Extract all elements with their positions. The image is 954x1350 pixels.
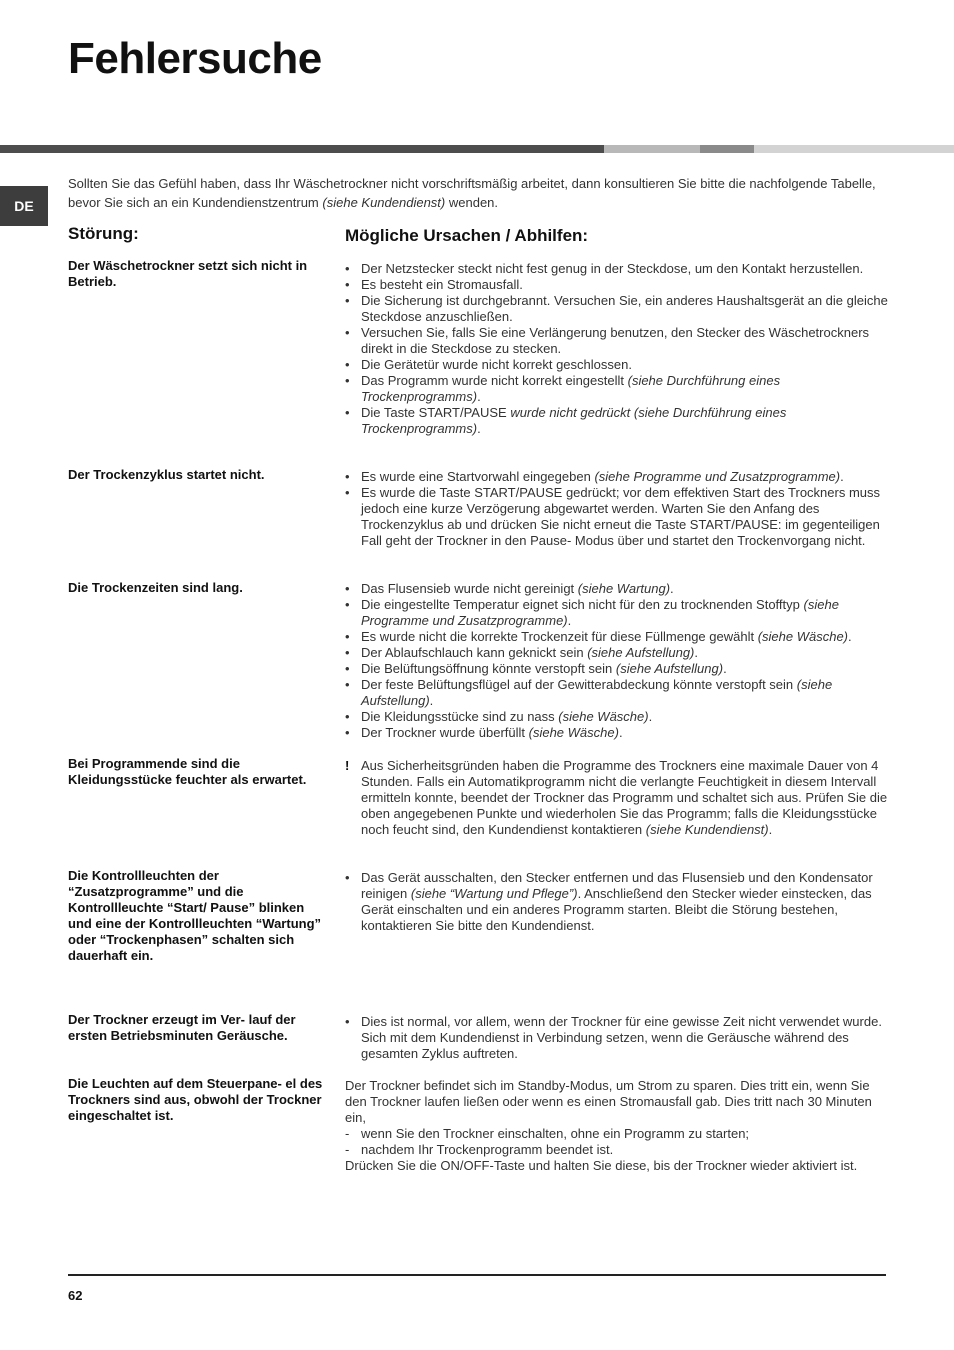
bullet: •	[345, 661, 350, 676]
remedy-text-end: .	[723, 661, 727, 676]
remedy-item	[345, 709, 890, 725]
remedy-item	[345, 725, 890, 741]
remedy-text: Versuchen Sie, falls Sie eine Verlängerung benutzen, den Stecker des Wäschetrockners direkt in die Steckdose zu stecken.	[361, 325, 870, 356]
problem-text: Der Wäschetrockner setzt sich nicht in Betrieb.	[68, 258, 308, 289]
remedy-text-end: .	[694, 645, 698, 660]
bullet: •	[345, 597, 350, 612]
standby-instruction: Drücken Sie die ON/OFF-Taste und halten Sie diese, bis der Trockner wieder aktiviert ist.	[345, 1158, 858, 1173]
remedy-list	[345, 581, 890, 741]
remedy-list	[345, 1014, 890, 1062]
intro-text	[68, 174, 898, 212]
remedy-text: Es wurde die Taste START/PAUSE gedrückt; vor dem effektiven Start des Trockners muss jedoch eine kurze Verzögerung abgewartet werden. Warten Sie den Anfang des Trockenzyklus ab und drücken Sie nicht erneut die Taste START/PAUSE: im gegenteiligen Fall geht der Trockner in den Pause- Modus über und startet den Trockenvorgang nicht.	[361, 485, 881, 548]
remedy-text-end: .	[567, 613, 572, 628]
remedy-reference: (siehe Wäsche)	[528, 725, 619, 740]
remedy-reference: (siehe “Wartung und Pflege”)	[410, 886, 578, 901]
remedy-text-end: .	[477, 389, 481, 404]
remedy-item	[345, 277, 890, 293]
standby-explanation	[345, 1078, 890, 1174]
remedy-text: Es wurde nicht die korrekte Trockenzeit für diese Füllmenge gewählt	[361, 629, 758, 644]
bullet: •	[345, 405, 350, 420]
remedy-text-end: .	[429, 693, 434, 708]
remedy-text-end: .	[648, 709, 653, 724]
bullet: •	[345, 629, 350, 644]
problem-column-header: Störung:	[68, 224, 139, 243]
header-rule-pale	[754, 145, 954, 153]
problem-text: Die Leuchten auf dem Steuerpane- el des Trockners sind aus, obwohl der Trockner eingeschaltet ist.	[68, 1076, 323, 1123]
intro-main: Sollten Sie das Gefühl haben, dass Ihr Wäschetrockner nicht vorschriftsmäßig arbeitet, dann konsultieren Sie bitte die nachfolgende Tabelle, bevor Sie sich an ein Kundendienstzentrum	[68, 176, 876, 210]
remedy-item	[345, 261, 890, 277]
header-rule-light	[604, 145, 700, 153]
remedy-reference: (siehe Wäsche)	[757, 629, 849, 644]
standby-condition	[345, 1126, 890, 1142]
remedy-item	[345, 758, 890, 838]
remedy-reference: (siehe Durchführung eines Trockenprogramms)	[361, 373, 781, 404]
remedy-text: Es besteht ein Stromausfall.	[361, 277, 523, 292]
bullet: •	[345, 325, 350, 340]
remedy-text-end: .	[618, 725, 623, 740]
remedy-text-end: .	[670, 581, 674, 596]
bullet: •	[345, 677, 350, 692]
remedy-item	[345, 485, 890, 549]
warning-mark: !	[345, 758, 350, 773]
remedy-item	[345, 1014, 890, 1062]
remedy-item	[345, 645, 890, 661]
remedy-reference: (siehe Wartung)	[577, 581, 671, 596]
problem-text: Die Kontrollleuchten der “Zusatzprogramme” und die Kontrollleuchte “Start/ Pause” blinken und eine der Kontrollleuchten “Wartung” oder “Trockenphasen” schalten sich dauerhaft ein.	[68, 868, 322, 963]
problem-text: Der Trockenzyklus startet nicht.	[68, 467, 265, 482]
remedy-reference: (siehe Aufstellung)	[361, 677, 833, 708]
standby-condition	[345, 1142, 890, 1158]
remedy-text: Aus Sicherheitsgründen haben die Programme des Trockners eine maximale Dauer von 4 Stunden. Falls ein Automatikprogramm nicht die verlangte Feuchtigkeit in diesem Intervall ermitteln konnte, beendet der Trockner das Programm und schaltet sich aus. Prüfen Sie die oben angegebenen Punkte und wiederholen Sie das Programm; falls die Kleidungsstücke noch feucht sind, den Kundendienst kontaktieren	[361, 758, 888, 837]
remedy-list	[345, 758, 890, 838]
remedy-item	[345, 469, 890, 485]
problem-text: Der Trockner erzeugt im Ver- lauf der ersten Betriebsminuten Geräusche.	[68, 1012, 296, 1043]
remedy-reference: (siehe Programme und Zusatzprogramme)	[361, 597, 839, 628]
remedy-text: Die Gerätetür wurde nicht korrekt geschlossen.	[361, 357, 632, 372]
remedy-item	[345, 677, 890, 709]
remedy-text: Das Gerät ausschalten, den Stecker entfernen und das Flusensieb und den Kondensator reinigen	[361, 870, 873, 901]
header-rule-mid	[700, 145, 754, 153]
bullet: •	[345, 261, 350, 276]
page-number: 62	[68, 1288, 83, 1303]
remedy-list	[345, 870, 890, 934]
bullet: •	[345, 277, 350, 292]
remedy-text: Es wurde eine Startvorwahl eingegeben	[361, 469, 595, 484]
remedy-text: Der Netzstecker steckt nicht fest genug in der Steckdose, um den Kontakt herzustellen.	[361, 261, 864, 276]
remedy-reference: (siehe Kundendienst)	[645, 822, 769, 837]
remedy-text: Die Taste START/PAUSE	[361, 405, 511, 420]
header-rule-dark	[0, 145, 604, 153]
dash-marker: -	[345, 1142, 350, 1157]
standby-lead: Der Trockner befindet sich im Standby-Modus, um Strom zu sparen. Dies tritt ein, wenn Sie den Trockner laufen ließen oder wenn es einen Stromausfall gab. Dies tritt nach 30 Minuten ein,	[345, 1078, 872, 1125]
remedy-list	[345, 469, 890, 549]
remedy-item	[345, 629, 890, 645]
remedy-text: Das Flusensieb wurde nicht gereinigt	[361, 581, 578, 596]
problem-text: Die Trockenzeiten sind lang.	[68, 580, 243, 595]
bullet: •	[345, 293, 350, 308]
bullet: •	[345, 357, 350, 372]
remedy-text: Die Sicherung ist durchgebrannt. Versuchen Sie, ein anderes Haushaltsgerät an die gleiche Steckdose anzuschließen.	[361, 293, 888, 324]
bullet: •	[345, 725, 350, 740]
remedy-reference: wurde nicht gedrückt (siehe Durchführung eines Trockenprogramms)	[361, 405, 787, 436]
dash-marker: -	[345, 1126, 350, 1141]
remedy-item	[345, 293, 890, 325]
remedy-text-end: .	[848, 629, 852, 644]
problem-text: Bei Programmende sind die Kleidungsstücke feuchter als erwartet.	[68, 756, 307, 787]
remedy-list	[345, 261, 890, 437]
remedy-reference: (siehe Aufstellung)	[615, 661, 724, 676]
remedy-reference: (siehe Aufstellung)	[587, 645, 695, 660]
remedy-text: Das Programm wurde nicht korrekt eingestellt	[361, 373, 628, 388]
bullet: •	[345, 870, 350, 885]
page-title: Fehlersuche	[68, 34, 322, 83]
remedy-text: Die eingestellte Temperatur eignet sich nicht für den zu trocknenden Stofftyp	[361, 597, 804, 612]
remedy-item	[345, 373, 890, 405]
remedy-text: Der feste Belüftungsflügel auf der Gewitterabdeckung könnte verstopft sein	[361, 677, 797, 692]
remedy-text-end: . Anschließend den Stecker wieder einstecken, das Gerät einschalten und ein anderes Programm starten. Bleibt die Störung bestehen, kontaktieren Sie bitte den Kundendienst.	[361, 886, 872, 933]
bullet: •	[345, 469, 350, 484]
remedy-text-end: .	[768, 822, 773, 837]
remedy-text: Der Ablaufschlauch kann geknickt sein	[361, 645, 588, 660]
standby-condition-text: nachdem Ihr Trockenprogramm beendet ist.	[361, 1142, 614, 1157]
remedy-reference: (siehe Programme und Zusatzprogramme)	[594, 469, 841, 484]
bullet: •	[345, 485, 350, 500]
remedy-item	[345, 581, 890, 597]
intro-reference: (siehe Kundendienst)	[322, 195, 446, 210]
bullet: •	[345, 581, 350, 596]
remedy-item	[345, 661, 890, 677]
remedy-text: Der Trockner wurde überfüllt	[361, 725, 529, 740]
remedy-text: Die Belüftungsöffnung könnte verstopft sein	[361, 661, 616, 676]
remedy-item	[345, 405, 890, 437]
bullet: •	[345, 1014, 350, 1029]
remedy-item	[345, 325, 890, 357]
bullet: •	[345, 373, 350, 388]
remedy-item	[345, 597, 890, 629]
intro-end: wenden.	[445, 195, 499, 210]
bullet: •	[345, 645, 350, 660]
remedy-column-header: Mögliche Ursachen / Abhilfen:	[345, 226, 589, 245]
standby-condition-text: wenn Sie den Trockner einschalten, ohne ein Programm zu starten;	[361, 1126, 750, 1141]
remedy-item	[345, 870, 890, 934]
remedy-text: Die Kleidungsstücke sind zu nass	[361, 709, 559, 724]
footer-rule	[68, 1274, 886, 1276]
remedy-text-end: .	[477, 421, 481, 436]
remedy-text-end: .	[840, 469, 844, 484]
language-tab: DE	[0, 186, 48, 226]
remedy-item	[345, 357, 890, 373]
remedy-reference: (siehe Wäsche)	[558, 709, 649, 724]
remedy-text: Dies ist normal, vor allem, wenn der Trockner für eine gewisse Zeit nicht verwendet wurde. Sich mit dem Kundendienst in Verbindung setzen, wenn die Geräusche während des gesamten Zyklus auftreten.	[361, 1014, 882, 1061]
bullet: •	[345, 709, 350, 724]
